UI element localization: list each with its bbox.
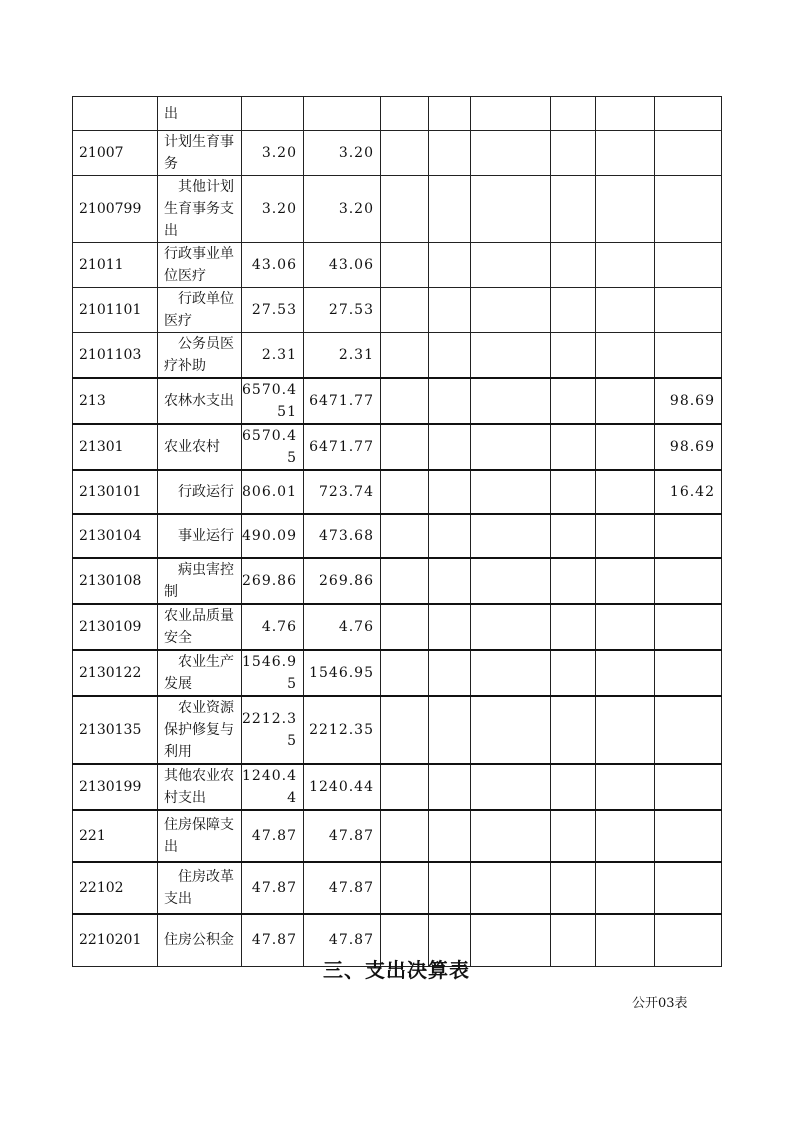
cell-name: 其他计划生育事务支出 [158, 176, 242, 243]
section-title: 三、支出决算表 [323, 958, 470, 982]
cell-c7 [471, 604, 551, 650]
cell-name: 计划生育事务 [158, 131, 242, 176]
cell-code: 22102 [73, 862, 158, 914]
cell-c6 [429, 288, 471, 333]
table-body [73, 97, 722, 967]
cell-c6 [429, 604, 471, 650]
cell-c6 [429, 696, 471, 764]
cell-c9 [596, 696, 655, 764]
cell-c6 [429, 333, 471, 379]
cell-total: 4.76 [242, 604, 304, 650]
cell-basic: 269.86 [304, 558, 381, 604]
cell-name: 农业农村 [158, 424, 242, 470]
cell-c10 [655, 288, 722, 333]
cell-c8 [551, 131, 596, 176]
cell-c7 [471, 243, 551, 288]
cell-c9 [596, 810, 655, 862]
cell-c8 [551, 288, 596, 333]
cell-c10 [655, 764, 722, 810]
cell-code: 2130104 [73, 514, 158, 558]
cell-basic: 1240.44 [304, 764, 381, 810]
cell-c6 [429, 131, 471, 176]
cell-name: 住房保障支出 [158, 810, 242, 862]
cell-c5 [381, 514, 429, 558]
cell-code: 221 [73, 810, 158, 862]
cell-code: 2130109 [73, 604, 158, 650]
cell-c7 [471, 650, 551, 696]
cell-name: 农业品质量安全 [158, 604, 242, 650]
cell-total [242, 97, 304, 131]
cell-basic: 6471.77 [304, 424, 381, 470]
cell-c10 [655, 243, 722, 288]
cell-name: 住房改革支出 [158, 862, 242, 914]
cell-c8 [551, 243, 596, 288]
cell-c9 [596, 558, 655, 604]
cell-c10 [655, 650, 722, 696]
cell-basic: 723.74 [304, 470, 381, 514]
cell-c5 [381, 378, 429, 424]
cell-c6 [429, 243, 471, 288]
cell-name: 农林水支出 [158, 378, 242, 424]
cell-c8 [551, 650, 596, 696]
cell-c8 [551, 424, 596, 470]
table-row [73, 764, 722, 810]
table-row [73, 650, 722, 696]
cell-code: 2130135 [73, 696, 158, 764]
cell-c10 [655, 176, 722, 243]
cell-c5 [381, 288, 429, 333]
table-row [73, 558, 722, 604]
table-row [73, 424, 722, 470]
cell-c6 [429, 424, 471, 470]
cell-c6 [429, 176, 471, 243]
cell-c7 [471, 862, 551, 914]
cell-c7 [471, 514, 551, 558]
cell-c7 [471, 558, 551, 604]
cell-code: 2210201 [73, 914, 158, 966]
cell-c8 [551, 378, 596, 424]
cell-c5 [381, 97, 429, 131]
cell-total: 6570.451 [242, 378, 304, 424]
cell-c9 [596, 243, 655, 288]
cell-c10 [655, 696, 722, 764]
cell-c5 [381, 764, 429, 810]
cell-c6 [429, 862, 471, 914]
cell-c6 [429, 514, 471, 558]
cell-c9 [596, 378, 655, 424]
cell-c8 [551, 810, 596, 862]
cell-c9 [596, 604, 655, 650]
cell-c10 [655, 862, 722, 914]
cell-name: 公务员医疗补助 [158, 333, 242, 379]
table-row [73, 810, 722, 862]
cell-basic [304, 97, 381, 131]
cell-code: 2101103 [73, 333, 158, 379]
cell-basic: 1546.95 [304, 650, 381, 696]
cell-c10 [655, 810, 722, 862]
cell-total: 2212.35 [242, 696, 304, 764]
cell-code: 2100799 [73, 176, 158, 243]
cell-total: 3.20 [242, 176, 304, 243]
cell-c8 [551, 764, 596, 810]
cell-c10: 98.69 [655, 378, 722, 424]
cell-c9 [596, 333, 655, 379]
cell-basic: 43.06 [304, 243, 381, 288]
cell-c5 [381, 131, 429, 176]
cell-c9 [596, 176, 655, 243]
cell-name: 事业运行 [158, 514, 242, 558]
cell-basic: 2.31 [304, 333, 381, 379]
cell-c7 [471, 97, 551, 131]
cell-code: 21011 [73, 243, 158, 288]
cell-total: 269.86 [242, 558, 304, 604]
cell-c5 [381, 176, 429, 243]
table-row [73, 378, 722, 424]
cell-basic: 47.87 [304, 810, 381, 862]
cell-c9 [596, 424, 655, 470]
cell-c5 [381, 650, 429, 696]
form-number: 公开03表 [632, 996, 688, 1011]
cell-c5 [381, 424, 429, 470]
cell-c8 [551, 176, 596, 243]
table-row [73, 333, 722, 379]
cell-code: 21007 [73, 131, 158, 176]
cell-c7 [471, 696, 551, 764]
cell-c9 [596, 470, 655, 514]
cell-c10 [655, 604, 722, 650]
cell-total: 47.87 [242, 810, 304, 862]
cell-basic: 6471.77 [304, 378, 381, 424]
cell-total: 1546.95 [242, 650, 304, 696]
cell-basic: 2212.35 [304, 696, 381, 764]
cell-c5 [381, 604, 429, 650]
cell-c6 [429, 378, 471, 424]
cell-c9 [596, 97, 655, 131]
cell-c7 [471, 378, 551, 424]
cell-c10 [655, 333, 722, 379]
cell-c8 [551, 97, 596, 131]
table-row [73, 97, 722, 131]
cell-total: 806.01 [242, 470, 304, 514]
cell-c6 [429, 97, 471, 131]
cell-c7 [471, 424, 551, 470]
table-row [73, 288, 722, 333]
cell-total: 6570.45 [242, 424, 304, 470]
cell-code: 2130199 [73, 764, 158, 810]
cell-c9 [596, 131, 655, 176]
cell-c6 [429, 810, 471, 862]
cell-basic: 4.76 [304, 604, 381, 650]
cell-code [73, 97, 158, 131]
cell-name: 住房公积金 [158, 914, 242, 966]
cell-c8 [551, 558, 596, 604]
cell-c9 [596, 288, 655, 333]
cell-c6 [429, 470, 471, 514]
cell-c6 [429, 650, 471, 696]
cell-c5 [381, 810, 429, 862]
cell-c8 [551, 333, 596, 379]
cell-c5 [381, 470, 429, 514]
cell-total: 3.20 [242, 131, 304, 176]
cell-c5 [381, 243, 429, 288]
cell-basic: 473.68 [304, 514, 381, 558]
table-row [73, 604, 722, 650]
cell-code: 2130108 [73, 558, 158, 604]
cell-c7 [471, 131, 551, 176]
cell-c8 [551, 514, 596, 558]
table-row [73, 470, 722, 514]
cell-code: 2130101 [73, 470, 158, 514]
table-row [73, 862, 722, 914]
cell-name: 农业资源保护修复与利用 [158, 696, 242, 764]
cell-basic: 47.87 [304, 914, 381, 966]
cell-basic: 3.20 [304, 131, 381, 176]
cell-c7 [471, 764, 551, 810]
cell-code: 21301 [73, 424, 158, 470]
cell-name: 病虫害控制 [158, 558, 242, 604]
cell-c9 [596, 650, 655, 696]
cell-basic: 3.20 [304, 176, 381, 243]
cell-c5 [381, 862, 429, 914]
cell-c10 [655, 131, 722, 176]
cell-c6 [429, 558, 471, 604]
cell-c9 [596, 514, 655, 558]
expenditure-table [72, 96, 722, 967]
table-row [73, 514, 722, 558]
cell-c8 [551, 862, 596, 914]
cell-c7 [471, 288, 551, 333]
cell-code: 2130122 [73, 650, 158, 696]
cell-c10 [655, 97, 722, 131]
table-row [73, 131, 722, 176]
table-row [73, 696, 722, 764]
cell-name: 出 [158, 97, 242, 131]
cell-basic: 27.53 [304, 288, 381, 333]
cell-basic: 47.87 [304, 862, 381, 914]
cell-c8 [551, 604, 596, 650]
cell-code: 2101101 [73, 288, 158, 333]
cell-c10: 16.42 [655, 470, 722, 514]
cell-total: 47.87 [242, 862, 304, 914]
cell-c7 [471, 333, 551, 379]
cell-total: 490.09 [242, 514, 304, 558]
cell-name: 其他农业农村支出 [158, 764, 242, 810]
cell-c10 [655, 558, 722, 604]
cell-name: 行政单位医疗 [158, 288, 242, 333]
cell-c7 [471, 810, 551, 862]
cell-c5 [381, 333, 429, 379]
cell-c7 [471, 176, 551, 243]
cell-c9 [596, 862, 655, 914]
cell-total: 2.31 [242, 333, 304, 379]
cell-name: 农业生产发展 [158, 650, 242, 696]
cell-c5 [381, 696, 429, 764]
cell-c10: 98.69 [655, 424, 722, 470]
cell-c7 [471, 470, 551, 514]
cell-c10 [655, 514, 722, 558]
cell-name: 行政运行 [158, 470, 242, 514]
table-row [73, 176, 722, 243]
cell-c9 [596, 764, 655, 810]
table-row [73, 243, 722, 288]
cell-total: 27.53 [242, 288, 304, 333]
cell-name: 行政事业单位医疗 [158, 243, 242, 288]
cell-code: 213 [73, 378, 158, 424]
cell-total: 1240.44 [242, 764, 304, 810]
cell-total: 47.87 [242, 914, 304, 966]
cell-c5 [381, 558, 429, 604]
cell-c8 [551, 696, 596, 764]
cell-total: 43.06 [242, 243, 304, 288]
cell-c6 [429, 764, 471, 810]
cell-c8 [551, 470, 596, 514]
